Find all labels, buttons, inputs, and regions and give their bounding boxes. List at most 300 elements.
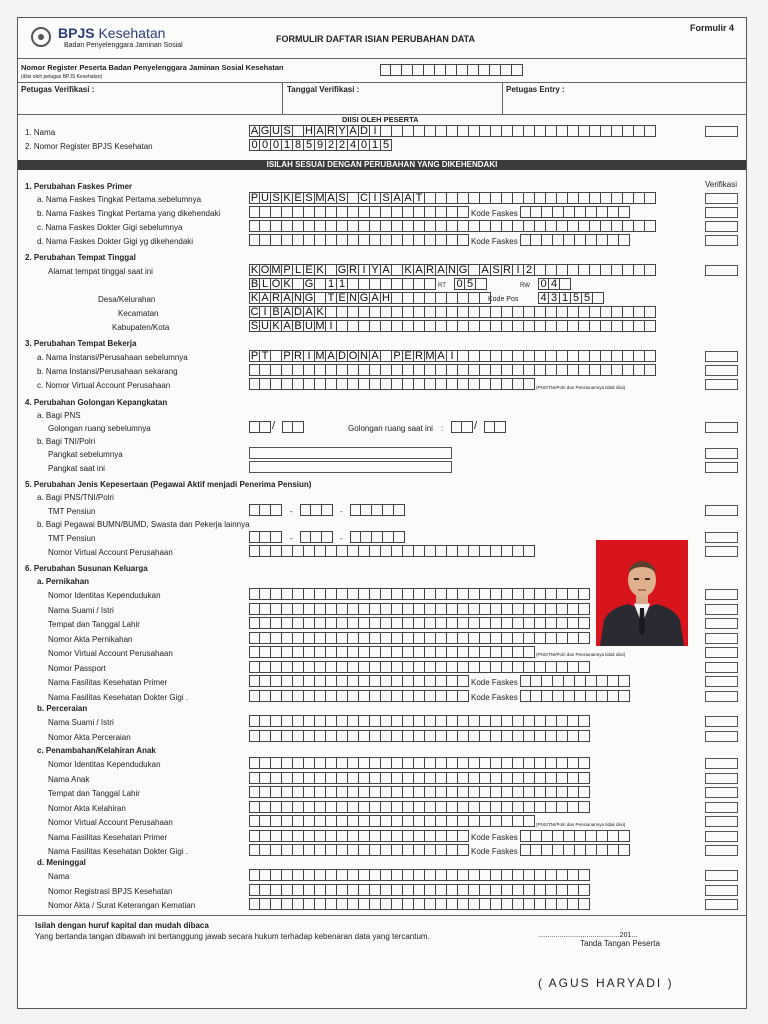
char-box[interactable] (542, 844, 553, 856)
char-box[interactable] (597, 690, 608, 702)
char-box[interactable] (293, 603, 304, 615)
char-box[interactable] (608, 690, 619, 702)
char-box[interactable] (469, 588, 480, 600)
char-box[interactable] (502, 125, 513, 137)
char-box[interactable] (579, 884, 590, 896)
char-box[interactable] (260, 632, 271, 644)
char-box[interactable] (535, 898, 546, 910)
char-box[interactable] (315, 603, 326, 615)
char-box[interactable] (425, 632, 436, 644)
char-box[interactable] (271, 378, 282, 390)
char-box[interactable] (469, 730, 480, 742)
char-box[interactable] (520, 206, 531, 218)
char-box[interactable] (546, 884, 557, 896)
char-box[interactable] (531, 206, 542, 218)
char-box[interactable] (326, 220, 337, 232)
s2-kecamatan-field[interactable] (249, 306, 656, 318)
rw-field[interactable] (538, 278, 571, 290)
char-box[interactable]: I (359, 264, 370, 276)
char-box[interactable] (403, 125, 414, 137)
char-box[interactable] (326, 588, 337, 600)
char-box[interactable] (315, 588, 326, 600)
char-box[interactable] (359, 320, 370, 332)
char-box[interactable] (249, 869, 260, 881)
char-box[interactable] (414, 757, 425, 769)
char-box[interactable] (403, 844, 414, 856)
char-box[interactable] (524, 306, 535, 318)
char-box[interactable] (447, 869, 458, 881)
char-box[interactable] (612, 192, 623, 204)
char-box[interactable] (557, 884, 568, 896)
char-box[interactable] (381, 690, 392, 702)
char-box[interactable] (557, 603, 568, 615)
char-box[interactable] (304, 661, 315, 673)
char-box[interactable] (315, 632, 326, 644)
char-box[interactable] (381, 772, 392, 784)
char-box[interactable] (568, 220, 579, 232)
char-box[interactable] (425, 617, 436, 629)
char-box[interactable] (282, 898, 293, 910)
char-box[interactable] (579, 264, 590, 276)
s3-c-field[interactable] (249, 378, 535, 390)
char-box[interactable] (392, 869, 403, 881)
char-box[interactable]: T (414, 192, 425, 204)
char-box[interactable] (359, 690, 370, 702)
char-box[interactable] (502, 786, 513, 798)
char-box[interactable] (425, 378, 436, 390)
char-box[interactable] (304, 220, 315, 232)
char-box[interactable]: 4 (538, 292, 549, 304)
char-box[interactable]: 0 (249, 139, 260, 151)
char-box[interactable] (359, 898, 370, 910)
char-box[interactable] (271, 350, 282, 362)
char-box[interactable] (359, 646, 370, 658)
char-box[interactable] (282, 603, 293, 615)
char-box[interactable] (535, 306, 546, 318)
char-box[interactable] (414, 632, 425, 644)
char-box[interactable] (513, 884, 524, 896)
char-box[interactable] (315, 278, 326, 290)
char-box[interactable] (282, 588, 293, 600)
char-box[interactable] (370, 278, 381, 290)
char-box[interactable]: K (282, 278, 293, 290)
char-box[interactable] (304, 772, 315, 784)
char-box[interactable]: I (260, 306, 271, 318)
char-box[interactable]: P (392, 350, 403, 362)
char-box[interactable] (436, 632, 447, 644)
char-box[interactable] (634, 220, 645, 232)
char-box[interactable] (337, 220, 348, 232)
char-box[interactable] (293, 730, 304, 742)
char-box[interactable] (491, 306, 502, 318)
char-box[interactable] (315, 786, 326, 798)
char-box[interactable] (392, 603, 403, 615)
tmt1-year[interactable] (350, 504, 405, 516)
char-box[interactable] (586, 234, 597, 246)
char-box[interactable] (568, 898, 579, 910)
char-box[interactable] (337, 884, 348, 896)
char-box[interactable] (480, 898, 491, 910)
char-box[interactable] (436, 617, 447, 629)
char-box[interactable] (326, 234, 337, 246)
char-box[interactable] (546, 869, 557, 881)
char-box[interactable] (293, 364, 304, 376)
char-box[interactable]: A (370, 350, 381, 362)
char-box[interactable] (458, 350, 469, 362)
char-box[interactable] (383, 504, 394, 516)
char-box[interactable]: U (260, 192, 271, 204)
char-box[interactable] (359, 757, 370, 769)
char-box[interactable] (304, 815, 315, 827)
char-box[interactable]: A (282, 292, 293, 304)
s1-d-kode-field[interactable] (520, 234, 630, 246)
char-box[interactable] (315, 715, 326, 727)
char-box[interactable] (359, 545, 370, 557)
char-box[interactable] (414, 234, 425, 246)
char-box[interactable] (293, 234, 304, 246)
char-box[interactable] (414, 220, 425, 232)
char-box[interactable] (271, 786, 282, 798)
char-box[interactable] (271, 757, 282, 769)
char-box[interactable] (359, 278, 370, 290)
char-box[interactable] (348, 730, 359, 742)
char-box[interactable] (469, 715, 480, 727)
char-box[interactable] (304, 588, 315, 600)
char-box[interactable] (260, 675, 271, 687)
char-box[interactable] (531, 844, 542, 856)
char-box[interactable] (458, 545, 469, 557)
char-box[interactable] (575, 690, 586, 702)
char-box[interactable] (436, 320, 447, 332)
char-box[interactable] (260, 220, 271, 232)
char-box[interactable] (403, 690, 414, 702)
char-box[interactable] (392, 588, 403, 600)
char-box[interactable] (436, 234, 447, 246)
char-box[interactable] (458, 786, 469, 798)
s6.a-kode-field-6[interactable] (520, 675, 630, 687)
char-box[interactable] (623, 192, 634, 204)
char-box[interactable] (579, 364, 590, 376)
char-box[interactable] (381, 278, 392, 290)
char-box[interactable] (524, 350, 535, 362)
tmt2-month[interactable] (300, 531, 333, 543)
char-box[interactable] (447, 772, 458, 784)
char-box[interactable] (436, 545, 447, 557)
char-box[interactable] (546, 588, 557, 600)
char-box[interactable] (260, 757, 271, 769)
char-box[interactable] (524, 772, 535, 784)
char-box[interactable] (458, 206, 469, 218)
char-box[interactable] (271, 206, 282, 218)
char-box[interactable] (513, 772, 524, 784)
char-box[interactable] (447, 898, 458, 910)
char-box[interactable] (469, 898, 480, 910)
char-box[interactable] (403, 220, 414, 232)
char-box[interactable] (469, 869, 480, 881)
noreg-field[interactable] (249, 139, 392, 151)
char-box[interactable]: A (381, 264, 392, 276)
char-box[interactable] (579, 192, 590, 204)
char-box[interactable]: 3 (549, 292, 560, 304)
char-box[interactable]: 5 (381, 139, 392, 151)
char-box[interactable] (579, 772, 590, 784)
char-box[interactable] (403, 234, 414, 246)
char-box[interactable]: Y (370, 264, 381, 276)
char-box[interactable]: I (370, 125, 381, 137)
char-box[interactable] (542, 234, 553, 246)
char-box[interactable] (348, 588, 359, 600)
char-box[interactable]: S (282, 125, 293, 137)
char-box[interactable] (359, 588, 370, 600)
char-box[interactable] (535, 801, 546, 813)
char-box[interactable]: 2 (524, 264, 535, 276)
char-box[interactable] (447, 844, 458, 856)
char-box[interactable]: R (293, 350, 304, 362)
char-box[interactable] (260, 603, 271, 615)
char-box[interactable] (392, 378, 403, 390)
char-box[interactable] (601, 220, 612, 232)
char-box[interactable] (271, 869, 282, 881)
char-box[interactable] (447, 675, 458, 687)
s6.b-verify-box-1[interactable] (705, 731, 738, 742)
char-box[interactable] (348, 320, 359, 332)
s6.c-field-4[interactable] (249, 815, 535, 827)
char-box[interactable] (513, 320, 524, 332)
char-box[interactable] (282, 786, 293, 798)
char-box[interactable] (469, 801, 480, 813)
char-box[interactable] (458, 632, 469, 644)
char-box[interactable] (304, 632, 315, 644)
char-box[interactable] (271, 690, 282, 702)
char-box[interactable]: U (260, 320, 271, 332)
char-box[interactable] (447, 715, 458, 727)
char-box[interactable] (304, 690, 315, 702)
char-box[interactable] (524, 898, 535, 910)
char-box[interactable] (502, 617, 513, 629)
s6.d-field-1[interactable] (249, 884, 590, 896)
char-box[interactable] (491, 869, 502, 881)
char-box[interactable] (370, 815, 381, 827)
char-box[interactable] (491, 192, 502, 204)
char-box[interactable] (502, 306, 513, 318)
char-box[interactable] (370, 844, 381, 856)
char-box[interactable] (249, 715, 260, 727)
tmt2-year[interactable] (350, 531, 405, 543)
char-box[interactable] (271, 661, 282, 673)
char-box[interactable]: E (304, 264, 315, 276)
s2-desa-field[interactable] (249, 292, 491, 304)
char-box[interactable] (447, 661, 458, 673)
char-box[interactable] (403, 786, 414, 798)
char-box[interactable] (502, 588, 513, 600)
char-box[interactable] (645, 350, 656, 362)
char-box[interactable] (249, 898, 260, 910)
char-box[interactable] (447, 234, 458, 246)
char-box[interactable] (425, 661, 436, 673)
s6.c-field-6[interactable] (249, 844, 469, 856)
char-box[interactable] (568, 884, 579, 896)
s6.a-verify-box-6[interactable] (705, 676, 738, 687)
char-box[interactable]: 5 (304, 139, 315, 151)
char-box[interactable] (271, 646, 282, 658)
char-box[interactable] (597, 206, 608, 218)
char-box[interactable] (326, 661, 337, 673)
kodepos-field[interactable] (538, 292, 604, 304)
char-box[interactable] (392, 844, 403, 856)
char-box[interactable] (380, 64, 391, 76)
char-box[interactable] (348, 545, 359, 557)
char-box[interactable] (535, 125, 546, 137)
char-box[interactable]: U (271, 125, 282, 137)
char-box[interactable] (315, 675, 326, 687)
verify-box-s3b[interactable] (705, 365, 738, 376)
char-box[interactable] (601, 125, 612, 137)
char-box[interactable] (348, 715, 359, 727)
char-box[interactable]: 5 (465, 278, 476, 290)
char-box[interactable] (381, 801, 392, 813)
char-box[interactable] (282, 830, 293, 842)
char-box[interactable] (249, 234, 260, 246)
char-box[interactable]: A (282, 320, 293, 332)
verify-box-s5b[interactable] (705, 532, 738, 543)
char-box[interactable] (546, 632, 557, 644)
char-box[interactable] (513, 364, 524, 376)
char-box[interactable] (645, 364, 656, 376)
char-box[interactable] (542, 675, 553, 687)
char-box[interactable] (392, 898, 403, 910)
char-box[interactable] (282, 234, 293, 246)
char-box[interactable] (491, 632, 502, 644)
char-box[interactable] (370, 378, 381, 390)
char-box[interactable] (447, 206, 458, 218)
char-box[interactable] (436, 690, 447, 702)
char-box[interactable] (304, 603, 315, 615)
char-box[interactable]: K (315, 306, 326, 318)
char-box[interactable] (381, 675, 392, 687)
char-box[interactable]: P (250, 350, 259, 362)
char-box[interactable] (546, 801, 557, 813)
char-box[interactable] (546, 364, 557, 376)
char-box[interactable] (381, 898, 392, 910)
char-box[interactable] (645, 264, 656, 276)
char-box[interactable] (436, 588, 447, 600)
char-box[interactable] (282, 757, 293, 769)
char-box[interactable] (293, 661, 304, 673)
char-box[interactable] (564, 844, 575, 856)
char-box[interactable] (524, 646, 535, 658)
char-box[interactable] (579, 617, 590, 629)
char-box[interactable] (535, 757, 546, 769)
char-box[interactable] (447, 690, 458, 702)
s1-b-field[interactable] (249, 206, 469, 218)
char-box[interactable] (326, 786, 337, 798)
char-box[interactable] (502, 715, 513, 727)
s6.c-field-1[interactable] (249, 772, 590, 784)
char-box[interactable]: E (337, 292, 348, 304)
char-box[interactable] (293, 617, 304, 629)
char-box[interactable] (392, 364, 403, 376)
s6.a-field-5[interactable] (249, 661, 590, 673)
char-box[interactable] (634, 320, 645, 332)
verify-box-s4c[interactable] (705, 462, 738, 473)
verify-box-nama[interactable] (705, 126, 738, 137)
char-box[interactable] (480, 125, 491, 137)
char-box[interactable] (476, 278, 487, 290)
char-box[interactable] (520, 830, 531, 842)
char-box[interactable]: 8 (293, 139, 304, 151)
char-box[interactable] (370, 869, 381, 881)
s6.d-verify-box-0[interactable] (705, 870, 738, 881)
char-box[interactable] (425, 278, 436, 290)
char-box[interactable]: L (260, 278, 271, 290)
char-box[interactable] (479, 64, 490, 76)
char-box[interactable] (425, 801, 436, 813)
char-box[interactable] (392, 264, 403, 276)
char-box[interactable] (372, 504, 383, 516)
char-box[interactable] (326, 545, 337, 557)
s6.c-verify-box-0[interactable] (705, 758, 738, 769)
verify-box-s2[interactable] (705, 265, 738, 276)
char-box[interactable] (535, 772, 546, 784)
char-box[interactable] (337, 690, 348, 702)
char-box[interactable] (425, 844, 436, 856)
char-box[interactable] (579, 588, 590, 600)
char-box[interactable] (392, 690, 403, 702)
char-box[interactable] (645, 192, 656, 204)
char-box[interactable] (271, 830, 282, 842)
char-box[interactable]: M (315, 350, 325, 362)
char-box[interactable] (491, 364, 502, 376)
char-box[interactable]: D (337, 350, 348, 362)
char-box[interactable] (436, 772, 447, 784)
char-box[interactable] (348, 675, 359, 687)
char-box[interactable] (383, 531, 394, 543)
char-box[interactable] (425, 730, 436, 742)
char-box[interactable] (271, 504, 282, 516)
char-box[interactable] (394, 504, 405, 516)
char-box[interactable] (480, 220, 491, 232)
char-box[interactable] (546, 350, 557, 362)
char-box[interactable] (414, 715, 425, 727)
char-box[interactable] (480, 306, 491, 318)
tmt1-day[interactable] (249, 504, 282, 516)
char-box[interactable] (447, 603, 458, 615)
char-box[interactable] (370, 786, 381, 798)
char-box[interactable] (326, 646, 337, 658)
char-box[interactable] (392, 234, 403, 246)
char-box[interactable] (447, 617, 458, 629)
char-box[interactable] (326, 715, 337, 727)
char-box[interactable] (502, 192, 513, 204)
char-box[interactable] (513, 786, 524, 798)
char-box[interactable] (513, 757, 524, 769)
char-box[interactable] (491, 815, 502, 827)
char-box[interactable]: A (326, 350, 337, 362)
char-box[interactable] (392, 206, 403, 218)
s6.c-verify-box-3[interactable] (705, 802, 738, 813)
char-box[interactable] (348, 786, 359, 798)
char-box[interactable] (260, 690, 271, 702)
char-box[interactable] (502, 898, 513, 910)
char-box[interactable] (535, 786, 546, 798)
char-box[interactable] (568, 786, 579, 798)
char-box[interactable] (564, 690, 575, 702)
char-box[interactable] (348, 661, 359, 673)
char-box[interactable] (436, 844, 447, 856)
char-box[interactable] (458, 320, 469, 332)
char-box[interactable] (348, 869, 359, 881)
char-box[interactable] (579, 632, 590, 644)
